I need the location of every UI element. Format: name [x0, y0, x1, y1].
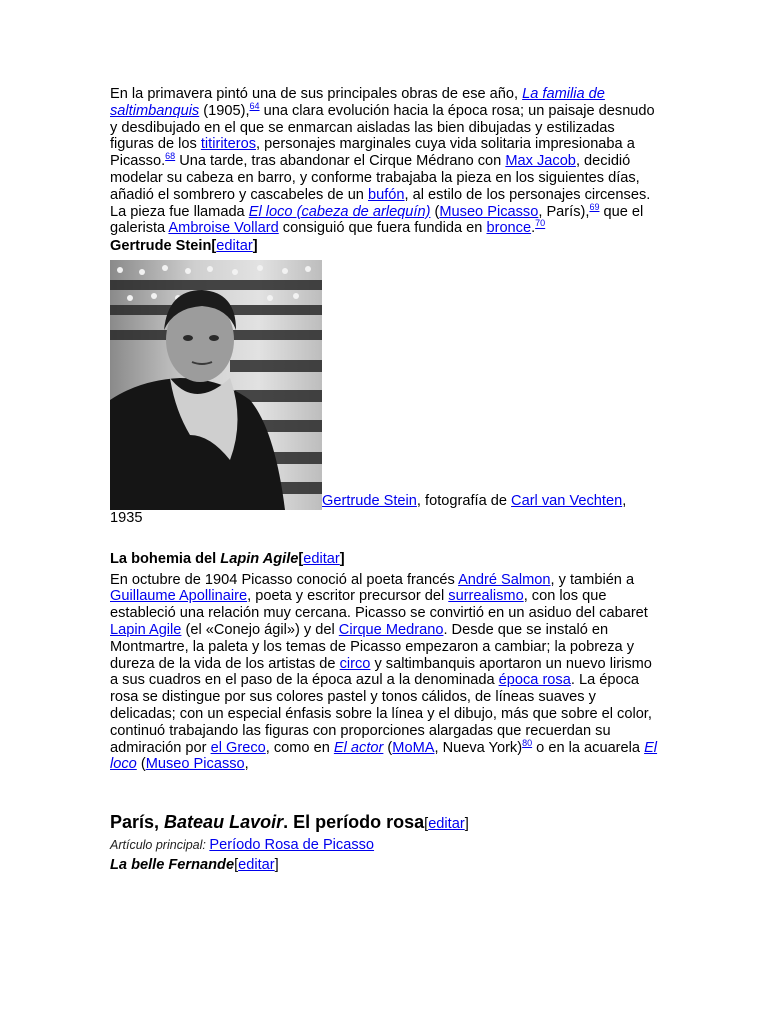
- ref-69: 69: [589, 201, 600, 212]
- link-el-actor[interactable]: El actor: [333, 739, 384, 756]
- paragraph-bohemia: En octubre de 1904 Picasso conoció al poeta francés André Salmon, y también a Guillaume Apollinaire, poeta y escritor precursor del surrealismo, con los que estableció una relación muy cercana. Picasso se convirtió en un asiduo del cabaret Lapin Agile (el «Conejo ágil») y del Cirque Medrano. Desde que se instaló en Montmartre, la paleta y los temas de Picasso empezaron a cambiar; la pobreza y dureza de la vida de los artistas de circo y saltimbanquis aportaron un nuevo lirismo a sus cuadros en el paso de la época azul a la denominada época rosa. La época rosa se distingue por sus colores pastel y tonos cálidos, de líneas suaves y delicadas; con un especial énfasis sobre la línea y el dibujo, más que sobre el color, continuó trabajando las figuras con proporciones alargadas que recuerdan su admiración por el Greco, como en El actor (MoMA, Nueva York)$^{80}$ o en la acuarela El loco (Museo Picasso,: [110, 571, 658, 773]
- link-familia-saltimbanquis[interactable]: La familia de saltimbanquis: [110, 86, 605, 119]
- edit-link-bohemia[interactable]: editar: [303, 550, 340, 567]
- main-article-note: [110, 837, 660, 854]
- link-andre-salmon[interactable]: André Salmon: [458, 571, 551, 588]
- main-article-label: Artículo principal:: [110, 838, 206, 853]
- link-surrealismo[interactable]: surrealismo: [448, 588, 524, 605]
- link-epoca-rosa[interactable]: época rosa: [498, 672, 571, 689]
- ref-68: 68: [165, 151, 176, 162]
- gertrude-stein-photo: [110, 260, 322, 510]
- edit-link-paris[interactable]: editar: [428, 816, 465, 833]
- link-bronce[interactable]: bronce: [486, 220, 532, 237]
- heading-bohemia-lapin-agile: La bohemia del Lapin Agile[editar]: [110, 550, 345, 567]
- article-body: [110, 86, 660, 874]
- heading-gertrude-stein: Gertrude Stein[editar]: [110, 238, 258, 255]
- link-titiriteros[interactable]: titiriteros: [200, 136, 256, 153]
- ref-64: 64: [249, 100, 260, 111]
- edit-link-fernande[interactable]: editar: [238, 856, 275, 873]
- portrait-illustration: [110, 260, 322, 510]
- figure-gertrude-stein: [110, 260, 660, 527]
- link-carl-van-vechten[interactable]: Carl van Vechten: [511, 493, 623, 510]
- link-ambroise-vollard[interactable]: Ambroise Vollard: [168, 220, 279, 237]
- link-bufon[interactable]: bufón: [367, 186, 405, 203]
- link-circo[interactable]: circo: [339, 655, 371, 672]
- link-museo-picasso[interactable]: Museo Picasso: [439, 203, 539, 220]
- caption-year: , 1935: [110, 493, 627, 526]
- caption-text: , fotografía de: [416, 493, 512, 510]
- link-caption-gertrude-stein[interactable]: Gertrude Stein: [322, 493, 417, 510]
- ref-70: 70: [535, 218, 546, 229]
- ref-80: 80: [522, 737, 533, 748]
- link-museo-picasso-2[interactable]: Museo Picasso: [145, 756, 245, 773]
- link-lapin-agile[interactable]: Lapin Agile: [110, 621, 182, 638]
- edit-link-gertrude[interactable]: editar: [216, 238, 253, 255]
- link-guillaume-apollinaire[interactable]: Guillaume Apollinaire: [110, 588, 248, 605]
- link-periodo-rosa[interactable]: Período Rosa de Picasso: [209, 837, 375, 854]
- link-el-loco-arlequin[interactable]: El loco (cabeza de arlequín): [248, 203, 431, 220]
- paragraph-familia-saltimbanquis: En la primavera pintó una de sus principales obras de ese año, La familia de saltimbanquis (1905),$^{64}$ una clara evolución hacia la época rosa; un paisaje desnudo y desdibujado en el que se enmarcan aisladas las bien dibujadas y estilizadas figuras de los titiriteros, personajes marginales cuya vida solitaria impresionaba a Picasso.$^{68}$ Una tarde, tras abandonar el Cirque Médrano con Max Jacob, decidió modelar su cabeza en barro, y conforme trabajaba la pieza en los siguientes días, añadió el sombrero y cascabeles de un bufón, al estilo de los personajes circenses. La pieza fue llamada El loco (cabeza de arlequín) (Museo Picasso, París),$^{69}$ que el galerista Ambroise Vollard consiguió que fuera fundida en bronce.$^{70}$: [110, 86, 655, 237]
- link-moma[interactable]: MoMA: [392, 739, 435, 756]
- link-el-loco[interactable]: El loco: [110, 739, 658, 773]
- link-cirque-medrano[interactable]: Cirque Medrano: [338, 621, 444, 638]
- heading-la-belle-fernande: La belle Fernande[editar]: [110, 856, 279, 873]
- heading-paris-bateau-lavoir: París, Bateau Lavoir. El período rosa[editar]: [110, 812, 469, 833]
- link-max-jacob[interactable]: Max Jacob: [505, 153, 576, 170]
- link-el-greco[interactable]: el Greco: [210, 739, 266, 756]
